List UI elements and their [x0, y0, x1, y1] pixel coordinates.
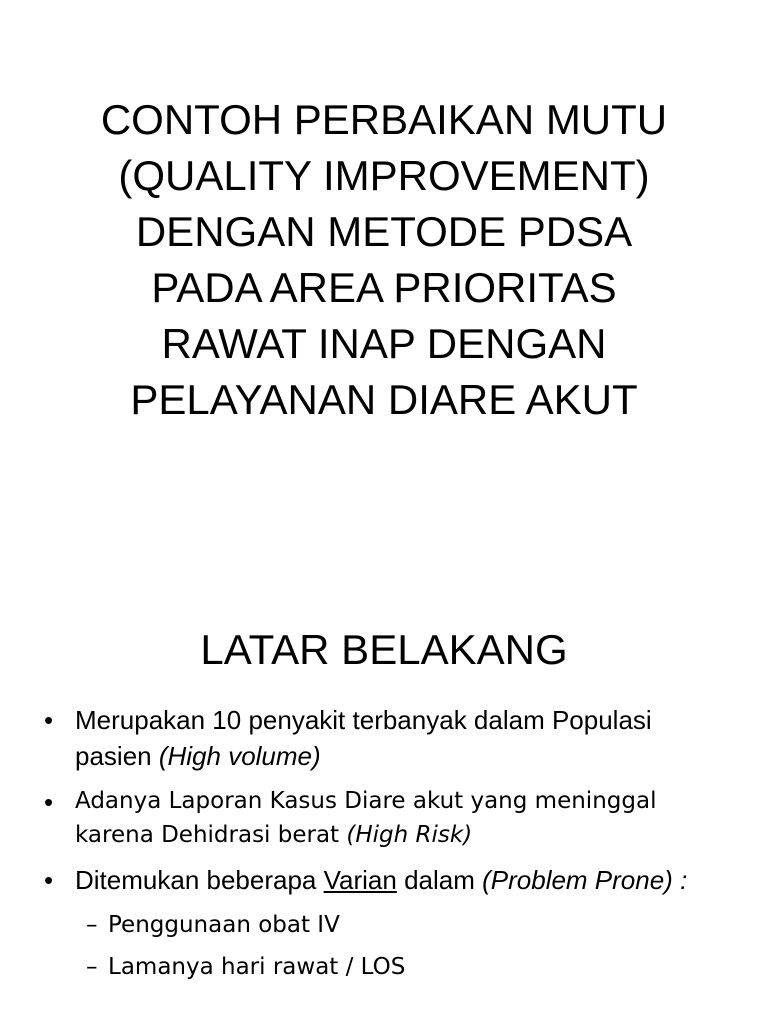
bullet-item-problem-prone — [0, 862, 768, 898]
bullet-body: Merupakan 10 penyakit terbanyak dalam Populasi pasien — [75, 705, 652, 771]
bullet-emphasis: (High volume) — [158, 741, 321, 771]
bullet-item-high-volume — [0, 702, 768, 774]
sub-item-length-of-stay — [0, 950, 768, 984]
bullet-list — [0, 702, 768, 992]
bullet-marker: • — [44, 705, 54, 735]
slide-title: CONTOH PERBAIKAN MUTU (QUALITY IMPROVEMENT) DENGAN METODE PDSA PADA AREA PRIORITAS RAWAT INAP DENGAN PELAYANAN DIARE AKUT — [100, 96, 668, 423]
bullet-underlined-term: Varian — [323, 865, 397, 895]
sub-item-text: Lamanya hari rawat / LOS — [108, 954, 406, 980]
sub-marker: – — [86, 954, 98, 980]
bullet-marker: • — [44, 787, 54, 817]
sub-marker: – — [86, 912, 98, 938]
bullet-body-after: dalam — [396, 865, 483, 895]
sub-item-iv-medication — [0, 908, 768, 942]
bullet-text — [75, 862, 708, 898]
bullet-text — [75, 702, 708, 774]
sub-item-text: Penggunaan obat IV — [108, 912, 340, 938]
section-heading: LATAR BELAKANG — [200, 626, 568, 673]
bullet-text — [75, 784, 708, 852]
bullet-body: Ditemukan beberapa — [75, 865, 324, 895]
bullet-body: Adanya Laporan Kasus Diare akut yang meninggal karena Dehidrasi berat — [75, 788, 657, 848]
bullet-emphasis: (High Risk) — [346, 822, 473, 848]
bullet-item-high-risk — [0, 784, 768, 852]
bullet-emphasis: (Problem Prone) : — [482, 865, 688, 895]
bullet-marker: • — [44, 865, 54, 895]
